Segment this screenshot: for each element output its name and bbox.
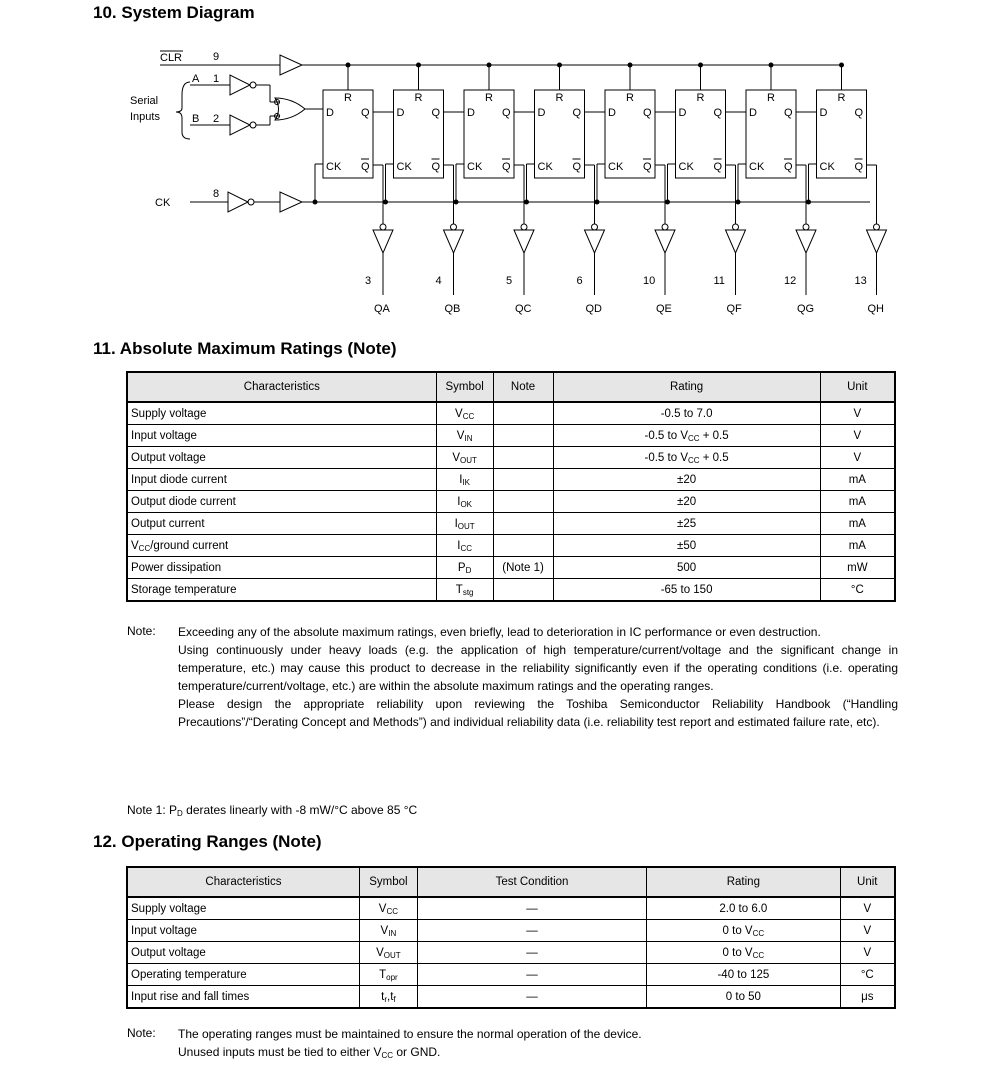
cell-symbol: $V_{IN}$ xyxy=(436,425,493,447)
a-pin: 1 xyxy=(213,73,220,85)
ff-q-label: Q xyxy=(784,107,793,119)
ff-ck-label: CK xyxy=(678,161,694,173)
ff-ck-label: CK xyxy=(537,161,553,173)
cell-test: — xyxy=(417,986,646,1009)
cell-test: — xyxy=(417,964,646,986)
table-header xyxy=(127,372,895,402)
note-1: Note 1: $P_D$ derates linearly with -8 mW/°C above 85 °C xyxy=(127,803,418,818)
ff-q-label: Q xyxy=(502,107,511,119)
ff-ck-label: CK xyxy=(396,161,412,173)
ff-qbar-label: Q xyxy=(854,161,864,173)
ff-qbar-label: Q xyxy=(713,161,723,173)
col-rating: Rating xyxy=(553,372,820,402)
junction-dot xyxy=(595,200,600,205)
cell-char: Input voltage xyxy=(127,425,436,447)
cell-unit: °C xyxy=(840,964,895,986)
cell-unit: V xyxy=(820,447,895,469)
inverter-bubble xyxy=(662,224,668,230)
output-buffer xyxy=(373,230,393,253)
cell-symbol: $I_{CC}$ xyxy=(436,535,493,557)
table-row xyxy=(127,402,895,425)
cell-rating: 2.0 to 6.0 xyxy=(647,897,840,920)
cell-symbol: $T_{stg}$ xyxy=(436,579,493,602)
ff-qbar-label: Q xyxy=(431,161,441,173)
table-row xyxy=(127,491,895,513)
clr-label: CLR xyxy=(160,52,183,64)
inverter-bubble xyxy=(380,224,386,230)
ff-q-label: Q xyxy=(854,107,864,119)
inverter-bubble xyxy=(521,224,527,230)
note-label: Note: xyxy=(127,1026,156,1040)
junction-dot xyxy=(454,200,459,205)
cell-rating: -40 to 125 xyxy=(647,964,840,986)
output-name: QF xyxy=(726,303,742,315)
col-rating: Rating xyxy=(647,867,840,897)
cell-unit: V xyxy=(840,920,895,942)
table-row xyxy=(127,535,895,557)
cell-symbol: $P_D$ xyxy=(436,557,493,579)
ff-d-label: D xyxy=(608,107,616,119)
ff-d-label: D xyxy=(678,107,687,119)
junction-dot xyxy=(524,200,529,205)
table-row xyxy=(127,557,895,579)
cell-rating: -0.5 to $V_{CC} + 0.5$ xyxy=(553,447,820,469)
output-buffer xyxy=(585,230,605,253)
col-test-condition: Test Condition xyxy=(417,867,646,897)
inverter-bubble xyxy=(874,224,880,230)
cell-char: Power dissipation xyxy=(127,557,436,579)
section-12-title: 12. Operating Ranges (Note) xyxy=(93,832,322,851)
cell-note xyxy=(493,469,553,491)
clr-pin: 9 xyxy=(213,51,220,63)
output-pin: 6 xyxy=(576,275,583,287)
table-row xyxy=(127,469,895,491)
cell-symbol: $V_{CC}$ xyxy=(359,897,417,920)
junction-dot xyxy=(383,200,388,205)
abs-max-notes xyxy=(178,623,898,731)
cell-rating: -0.5 to $V_{CC} + 0.5$ xyxy=(553,425,820,447)
note-paragraph: Using continuously under heavy loads (e.g. the application of high temperature/current/voltage and the significant change in temperature, etc.) may cause this product to decrease in the reliability significantly even if the operating conditions (i.e. operating temperature/current/voltage, etc.) are within the absolute maximum ratings and the operating ranges. xyxy=(178,643,898,693)
cell-symbol: $I_{OUT}$ xyxy=(436,513,493,535)
cell-note xyxy=(493,535,553,557)
cell-char: Output current xyxy=(127,513,436,535)
cell-char: Operating temperature xyxy=(127,964,359,986)
cell-note xyxy=(493,491,553,513)
col-symbol: Symbol xyxy=(436,372,493,402)
ff-r-label: R xyxy=(485,92,493,104)
ff-d-label: D xyxy=(467,107,475,119)
cell-char: Output voltage xyxy=(127,942,359,964)
junction-dot xyxy=(698,63,703,68)
ff-ck-label: CK xyxy=(608,161,624,173)
output-pin: 10 xyxy=(643,275,656,287)
cell-char: Input diode current xyxy=(127,469,436,491)
ck-label: CK xyxy=(155,197,171,209)
output-name: QA xyxy=(374,303,390,315)
ff-qbar-label: Q xyxy=(643,161,652,173)
note-line: The operating ranges must be maintained to ensure the normal operation of the device. xyxy=(178,1027,642,1041)
output-pin: 13 xyxy=(854,275,867,287)
cell-test: — xyxy=(417,942,646,964)
ff-d-label: D xyxy=(396,107,405,119)
cell-unit: mA xyxy=(820,535,895,557)
junction-dot xyxy=(665,200,670,205)
cell-note xyxy=(493,579,553,602)
ff-qbar-label: Q xyxy=(572,161,582,173)
output-name: QG xyxy=(797,303,815,315)
cell-note: (Note 1) xyxy=(493,557,553,579)
cell-symbol: $V_{OUT}$ xyxy=(359,942,417,964)
note-line: Unused inputs must be tied to either $V_{CC}$ or GND. xyxy=(178,1045,441,1060)
cell-symbol: $V_{CC}$ xyxy=(436,402,493,425)
note-label: Note: xyxy=(127,624,156,638)
table-row xyxy=(127,986,895,1009)
ff-r-label: R xyxy=(344,92,352,104)
output-buffer xyxy=(867,230,887,253)
ff-ck-label: CK xyxy=(819,161,835,173)
inverter-bubble xyxy=(733,224,739,230)
note-paragraph: Please design the appropriate reliability upon reviewing the Toshiba Semiconductor Reliability Handbook (“Handling Precautions”/“Derating Concept and Methods”) and individual reliability data (i.e. reliability test report and estimated failure rate, etc). xyxy=(178,697,898,729)
ff-d-label: D xyxy=(749,107,757,119)
ff-r-label: R xyxy=(626,92,634,104)
operating-notes xyxy=(178,1025,898,1061)
a-label: A xyxy=(192,73,200,85)
cell-unit: mA xyxy=(820,491,895,513)
output-name: QB xyxy=(444,303,461,315)
cell-unit: V xyxy=(820,402,895,425)
output-name: QH xyxy=(867,303,884,315)
ff-qbar-label: Q xyxy=(502,161,511,173)
cell-test: — xyxy=(417,920,646,942)
ff-r-label: R xyxy=(555,92,564,104)
table-row xyxy=(127,897,895,920)
table-row xyxy=(127,513,895,535)
cell-rating: 500 xyxy=(553,557,820,579)
col-characteristics: Characteristics xyxy=(127,867,359,897)
ff-ck-label: CK xyxy=(749,161,765,173)
b-pin: 2 xyxy=(213,113,220,125)
cell-symbol: $t_r,t_f$ xyxy=(359,986,417,1009)
table-row xyxy=(127,920,895,942)
col-note: Note xyxy=(493,372,553,402)
cell-unit: V xyxy=(820,425,895,447)
ff-q-label: Q xyxy=(713,107,723,119)
output-buffer xyxy=(655,230,675,253)
junction-dot xyxy=(628,63,633,68)
junction-dot xyxy=(416,63,421,68)
cell-note xyxy=(493,425,553,447)
output-name: QE xyxy=(656,303,672,315)
ff-r-label: R xyxy=(696,92,705,104)
cell-char: Input rise and fall times xyxy=(127,986,359,1009)
cell-rating: ±20 xyxy=(553,491,820,513)
table-row xyxy=(127,942,895,964)
ff-r-label: R xyxy=(414,92,423,104)
cell-unit: V xyxy=(840,942,895,964)
cell-char: Input voltage xyxy=(127,920,359,942)
output-pin: 5 xyxy=(506,275,513,287)
table-row xyxy=(127,579,895,602)
inputs-label: Inputs xyxy=(130,111,160,123)
cell-symbol: $I_{IK}$ xyxy=(436,469,493,491)
cell-rating: 0 to $V_{CC}$ xyxy=(647,920,840,942)
cell-char: Output diode current xyxy=(127,491,436,513)
cell-test: — xyxy=(417,897,646,920)
table-header xyxy=(127,867,895,897)
section-11-title: 11. Absolute Maximum Ratings (Note) xyxy=(93,339,397,358)
cell-rating: ±25 xyxy=(553,513,820,535)
junction-dot xyxy=(313,200,318,205)
inverter-bubble xyxy=(803,224,809,230)
ff-qbar-label: Q xyxy=(784,161,793,173)
abs-max-ratings-table xyxy=(126,371,896,602)
cell-symbol: $I_{OK}$ xyxy=(436,491,493,513)
cell-char: Output voltage xyxy=(127,447,436,469)
cell-unit: mA xyxy=(820,513,895,535)
ff-q-label: Q xyxy=(361,107,370,119)
section-10-title: 10. System Diagram xyxy=(93,3,255,22)
junction-dot xyxy=(769,63,774,68)
cell-note xyxy=(493,513,553,535)
output-buffer xyxy=(444,230,464,253)
cell-note xyxy=(493,402,553,425)
cell-rating: ±50 xyxy=(553,535,820,557)
ff-ck-label: CK xyxy=(326,161,342,173)
cell-rating: -65 to 150 xyxy=(553,579,820,602)
ff-ck-label: CK xyxy=(467,161,483,173)
inverter-bubble xyxy=(451,224,457,230)
junction-dot xyxy=(557,63,562,68)
ff-r-label: R xyxy=(767,92,775,104)
cell-unit: mW xyxy=(820,557,895,579)
col-symbol: Symbol xyxy=(359,867,417,897)
cell-unit: μs xyxy=(840,986,895,1009)
output-pin: 11 xyxy=(713,275,725,287)
ck-pin: 8 xyxy=(213,188,220,200)
junction-dot xyxy=(839,63,844,68)
output-pin: 4 xyxy=(435,275,442,287)
col-unit: Unit xyxy=(820,372,895,402)
output-pin: 12 xyxy=(784,275,797,287)
cell-rating: ±20 xyxy=(553,469,820,491)
output-pin: 3 xyxy=(365,275,372,287)
cell-unit: °C xyxy=(820,579,895,602)
cell-symbol: $T_{opr}$ xyxy=(359,964,417,986)
junction-dot xyxy=(806,200,811,205)
cell-rating: 0 to $V_{CC}$ xyxy=(647,942,840,964)
ff-q-label: Q xyxy=(572,107,582,119)
table-row xyxy=(127,425,895,447)
ff-q-label: Q xyxy=(431,107,441,119)
col-characteristics: Characteristics xyxy=(127,372,436,402)
b-label: B xyxy=(192,113,200,125)
cell-symbol: $V_{OUT}$ xyxy=(436,447,493,469)
ff-d-label: D xyxy=(326,107,334,119)
cell-unit: mA xyxy=(820,469,895,491)
cell-char: Storage temperature xyxy=(127,579,436,602)
ff-qbar-label: Q xyxy=(361,161,370,173)
table-row xyxy=(127,447,895,469)
output-buffer xyxy=(796,230,816,253)
output-buffer xyxy=(514,230,534,253)
ff-r-label: R xyxy=(837,92,846,104)
junction-dot xyxy=(487,63,492,68)
junction-dot xyxy=(346,63,351,68)
ff-d-label: D xyxy=(819,107,828,119)
inverter-bubble xyxy=(592,224,598,230)
output-buffer xyxy=(726,230,746,253)
cell-note xyxy=(493,447,553,469)
note-paragraph: Exceeding any of the absolute maximum ratings, even briefly, lead to deterioration in IC performance or even destruction. xyxy=(178,625,821,639)
ff-d-label: D xyxy=(537,107,546,119)
operating-ranges-table xyxy=(126,866,896,1009)
serial-label: Serial xyxy=(130,95,159,107)
col-unit: Unit xyxy=(840,867,895,897)
cell-char: Supply voltage xyxy=(127,897,359,920)
output-name: QD xyxy=(585,303,602,315)
output-name: QC xyxy=(515,303,532,315)
cell-char: $V_{CC}$/ground current xyxy=(127,535,436,557)
cell-unit: V xyxy=(840,897,895,920)
cell-rating: -0.5 to 7.0 xyxy=(553,402,820,425)
table-row xyxy=(127,964,895,986)
junction-dot xyxy=(736,200,741,205)
cell-rating: 0 to 50 xyxy=(647,986,840,1009)
system-diagram xyxy=(120,40,900,325)
ff-q-label: Q xyxy=(643,107,652,119)
cell-char: Supply voltage xyxy=(127,402,436,425)
cell-symbol: $V_{IN}$ xyxy=(359,920,417,942)
